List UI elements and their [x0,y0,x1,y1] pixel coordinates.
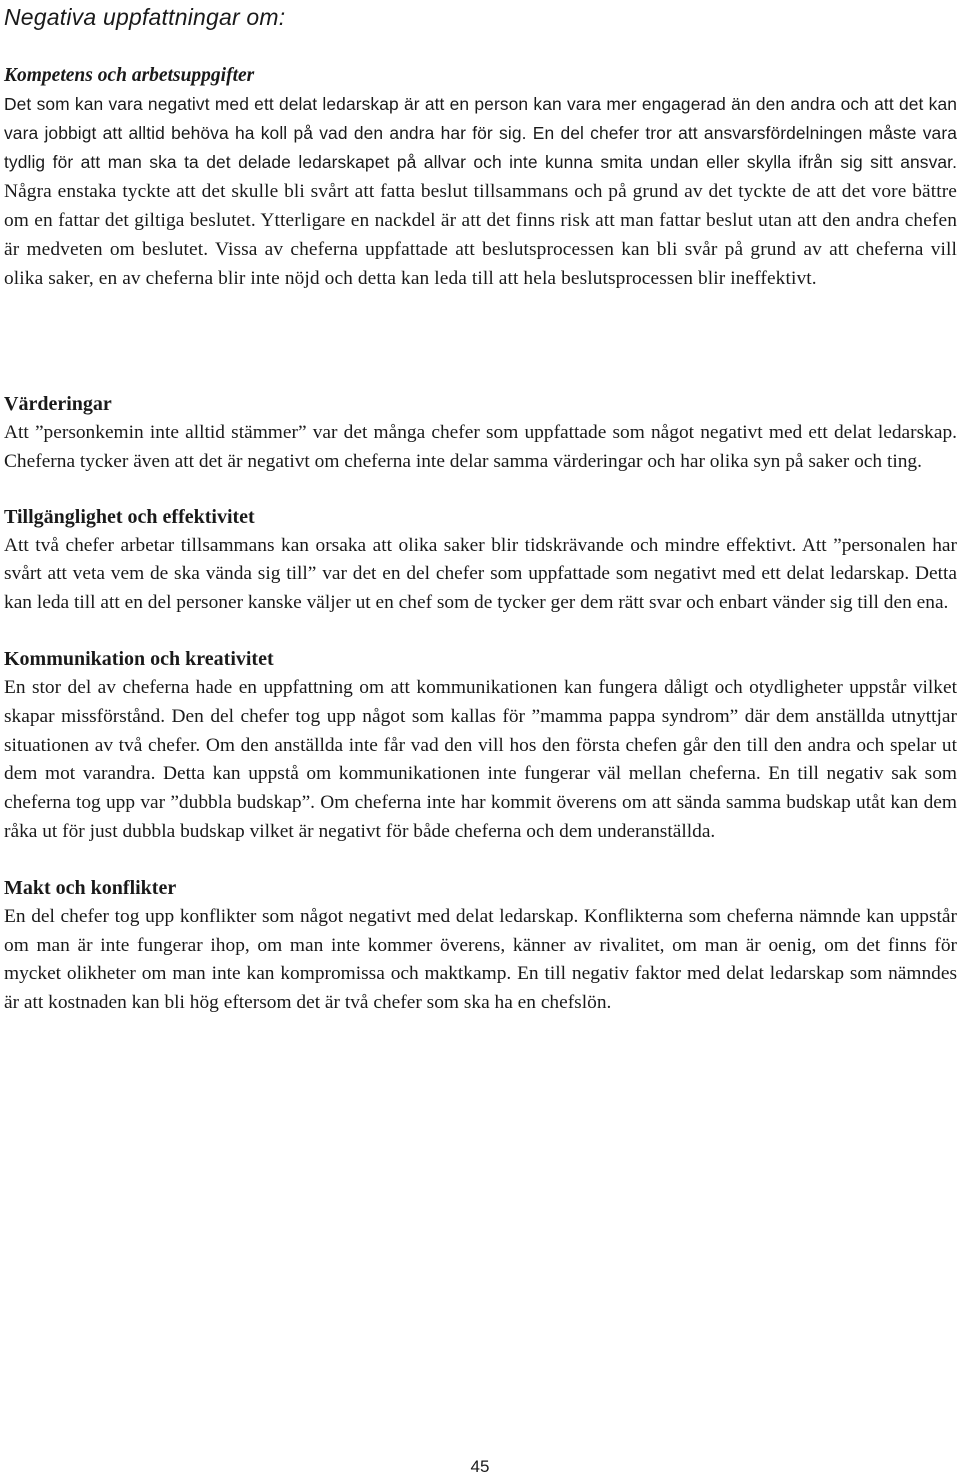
section-accessibility [4,503,957,618]
section-heading: Tillgänglighet och effektivitet [4,505,255,528]
section-heading: Kompetens och arbetsuppgifter [4,65,255,86]
page-title: Negativa uppfattningar om: [4,4,286,30]
section-body: Att två chefer arbetar tillsammans kan orsaka att olika saker blir tidskrävande och mindre effektivt. Att ”personalen har svårt att veta vem de ska vända sig till” var det en del chefer som uppfattade som negativt med ett delat ledarskap. Detta kan leda till att en del personer kanske väljer ut en chef som de tycker ger dem rätt svar och enbart vänder sig till den ena. [4,534,957,614]
section-body: Att ”personkemin inte alltid stämmer” var det många chefer som uppfattade som något negativt med ett delat ledarskap. Cheferna tycker även att det är negativt om cheferna inte delar samma värderingar och har olika syn på saker och ting. [4,422,957,472]
page-number: 45 [470,1457,490,1476]
document-page [4,0,957,1018]
section-heading: Makt och konflikter [4,876,177,899]
section-body: En stor del av cheferna hade en uppfattning om att kommunikationen kan fungera dåligt och otydligheter uppstår vilket skapar missförstånd. Den del chefer tog upp något som kallas för ”mamma pappa syndrom” där dem anställda utnyttjar situationen av två chefer. Om den anställda inte får vad den vill hos den första chefen går den till den andra och spelar ut dem mot varandra. Detta kan uppstå om kommunikationen inte fungerar väl mellan cheferna. En till negativ sak som cheferna tog upp var ”dubbla budskap”. Om cheferna inte har kommit överens om att sända samma budskap utåt kan dem råka ut för just dubbla budskap vilket är negativt för både cheferna och dem underanställda. [4,676,957,842]
section-communication [4,645,957,847]
section-power [4,874,957,1018]
section-competence [4,62,957,293]
section-heading: Värderingar [4,393,112,415]
section-body [4,90,957,293]
section-values [4,390,957,477]
section-heading: Kommunikation och kreativitet [4,647,274,670]
section-body: En del chefer tog upp konflikter som något negativt med delat ledarskap. Konflikterna som cheferna nämnde kan uppstår om man är inte fungerar ihop, om man inte kommer överens, känner av rivalitet, om man är oenig, om det finns för mycket olikheter om man inte kan kompromissa och maktkamp. En till negativ faktor med delat ledarskap som nämndes är att kostnaden kan bli hög eftersom det är två chefer som ska ha en chefslön. [4,905,957,1014]
section-body-part: Det som kan vara negativt med ett delat ledarskap är att en person kan vara mer engagerad än den andra och att det kan vara jobbigt att alltid behöva ha koll på vad den andra har för sig. En del chefer tror att ansvarsfördelningen måste vara tydlig för att man ska ta det delade ledarskapet på allvar och inte kunna smita undan eller skylla ifrån sig sitt ansvar. [4,94,957,172]
section-body-part: Några enstaka tyckte att det skulle bli svårt att fatta beslut tillsammans och på grund av det tyckte de att det vore bättre om en fattar det giltiga beslutet. Ytterligare en nackdel är att det finns risk att man fattar beslut utan att den andra chefen är medveten om beslutet. Vissa av cheferna uppfattade att beslutsprocessen kan bli svår på grund av att cheferna vill olika saker, en av cheferna blir inte nöjd och detta kan leda till att hela beslutsprocessen blir ineffektivt. [4,181,957,289]
